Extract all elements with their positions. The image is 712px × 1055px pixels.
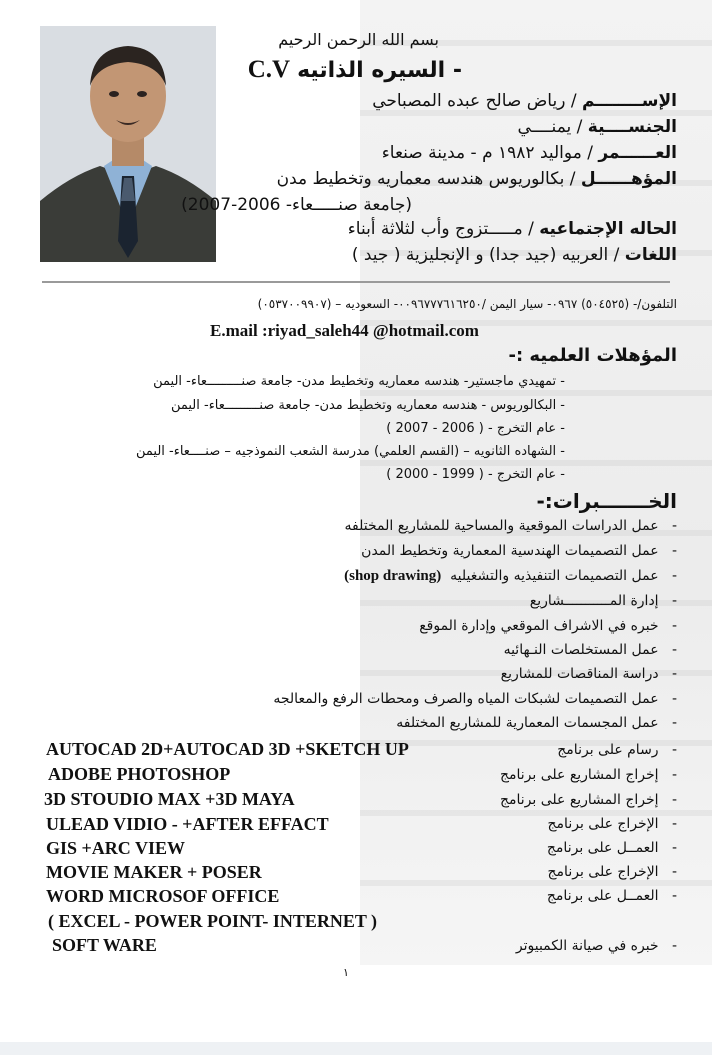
software-item: - الإخراج على برنامج — [547, 816, 677, 832]
experience-heading: الخـــــــبرات:- — [536, 489, 677, 513]
header-divider — [42, 281, 670, 283]
qualification-item: - عام التخرج - ( 1999 - 2000 ) — [386, 467, 565, 482]
qualification-item: - الشهاده الثانويه – (القسم العلمي) مدرسة الشعب النموذجيه – صنــــعاء- اليمن — [135, 444, 565, 459]
qualification-item: - عام التخرج - ( 2006 - 2007 ) — [386, 421, 565, 436]
personal-row-qualification: المؤهــــــل / بكالوريوس هندسه معماريه وتخطيط مدن — [276, 169, 677, 189]
experience-item: - عمل التصميمات الهندسية المعمارية وتخطيط المدن — [361, 543, 677, 559]
page-number: ١ — [343, 966, 349, 979]
software-name: MOVIE MAKER + POSER — [46, 862, 262, 882]
qualifications-heading: المؤهلات العلميه :- — [508, 345, 677, 366]
experience-item: - دراسة المناقصات للمشاريع — [500, 666, 677, 682]
personal-row-languages: اللغات / العربيه (جيد جدا) و الإنجليزية ( جيد ) — [351, 245, 677, 265]
basmala: بسم الله الرحمن الرحيم — [278, 30, 439, 49]
email-line: E.mail :riyad_saleh44 @hotmail.com — [210, 321, 479, 340]
software-item: - خبره في صيانة الكمبيوتر — [515, 938, 677, 954]
experience-item: - عمل التصميمات لشبكات المياه والصرف ومحطات الرفع والمعالجه — [273, 691, 677, 707]
personal-row-name: الإســــــــم / رياض صالح عبده المصباحي — [372, 91, 677, 111]
shop-drawing: (shop drawing) — [344, 568, 442, 584]
personal-row-age: العــــــمر / مواليد ١٩٨٢ م - مدينة صنعاء — [381, 143, 677, 163]
software-item: - رسام على برنامج — [557, 742, 677, 758]
phone-line: التلفون/- (٥٠٤٥٢٥) ٠٩٦٧- سيار اليمن /٠٠٩٦٧٧٧٦١٦٢٥٠- السعوديه – (٠٥٣٧٠٠٩٩٠٧) — [257, 297, 677, 311]
qualification-item: - البكالوريوس - هندسه معماريه وتخطيط مدن- جامعة صنـــــــــعاء- اليمن — [170, 398, 565, 413]
experience-item: - عمل التصميمات التنفيذيه والتشغيليه (shop drawing) — [344, 568, 677, 584]
cv-title-en: C.V — [247, 56, 291, 83]
software-item: - الإخراج على برنامج — [547, 864, 677, 880]
office-line: ( EXCEL - POWER POINT- INTERNET ) — [48, 911, 378, 931]
experience-item: - خبره في الاشراف الموقعي وإدارة الموقع — [419, 618, 677, 634]
university-line: (جامعة صنـــــعاء- 2006-2007) — [181, 195, 412, 215]
software-name: WORD MICROSOF OFFICE — [46, 886, 280, 906]
software-item: - العمــل على برنامج — [546, 840, 677, 856]
footer-bar — [0, 1042, 712, 1055]
profile-photo — [40, 26, 216, 262]
personal-row-marital: الحاله الإجتماعيه / مـــــتزوج وأب لثلاثة أبناء — [347, 219, 677, 239]
experience-item: - عمل الدراسات الموقعية والمساحية للمشاريع المختلفه — [344, 518, 677, 534]
software-name: SOFT WARE — [52, 935, 157, 955]
experience-item: - إدارة المـــــــــــشاريع — [529, 593, 677, 609]
software-name: AUTOCAD 2D+AUTOCAD 3D +SKETCH UP — [46, 739, 409, 759]
software-item: - العمــل على برنامج — [546, 888, 677, 904]
software-item: - إخراج المشاريع على برنامج — [499, 792, 677, 808]
qualification-item: - تمهيدي ماجستير- هندسه معماريه وتخطيط مدن- جامعة صنـــــــــعاء- اليمن — [153, 374, 565, 389]
personal-row-nationality: الجنســــية / يمنــــي — [517, 117, 677, 137]
software-name: 3D STOUDIO MAX +3D MAYA — [44, 789, 295, 809]
cv-title-ar: السيره الذاتيه - — [297, 58, 462, 83]
experience-item: - عمل المستخلصات النـهائيه — [503, 642, 677, 658]
software-name: ADOBE PHOTOSHOP — [48, 764, 231, 784]
software-name: ULEAD VIDIO - +AFTER EFFACT — [46, 814, 329, 834]
experience-item: - عمل المجسمات المعمارية للمشاريع المختلفه — [396, 715, 677, 731]
cv-title — [248, 56, 462, 84]
software-item: - إخراج المشاريع على برنامج — [499, 767, 677, 783]
software-name: GIS +ARC VIEW — [46, 838, 185, 858]
